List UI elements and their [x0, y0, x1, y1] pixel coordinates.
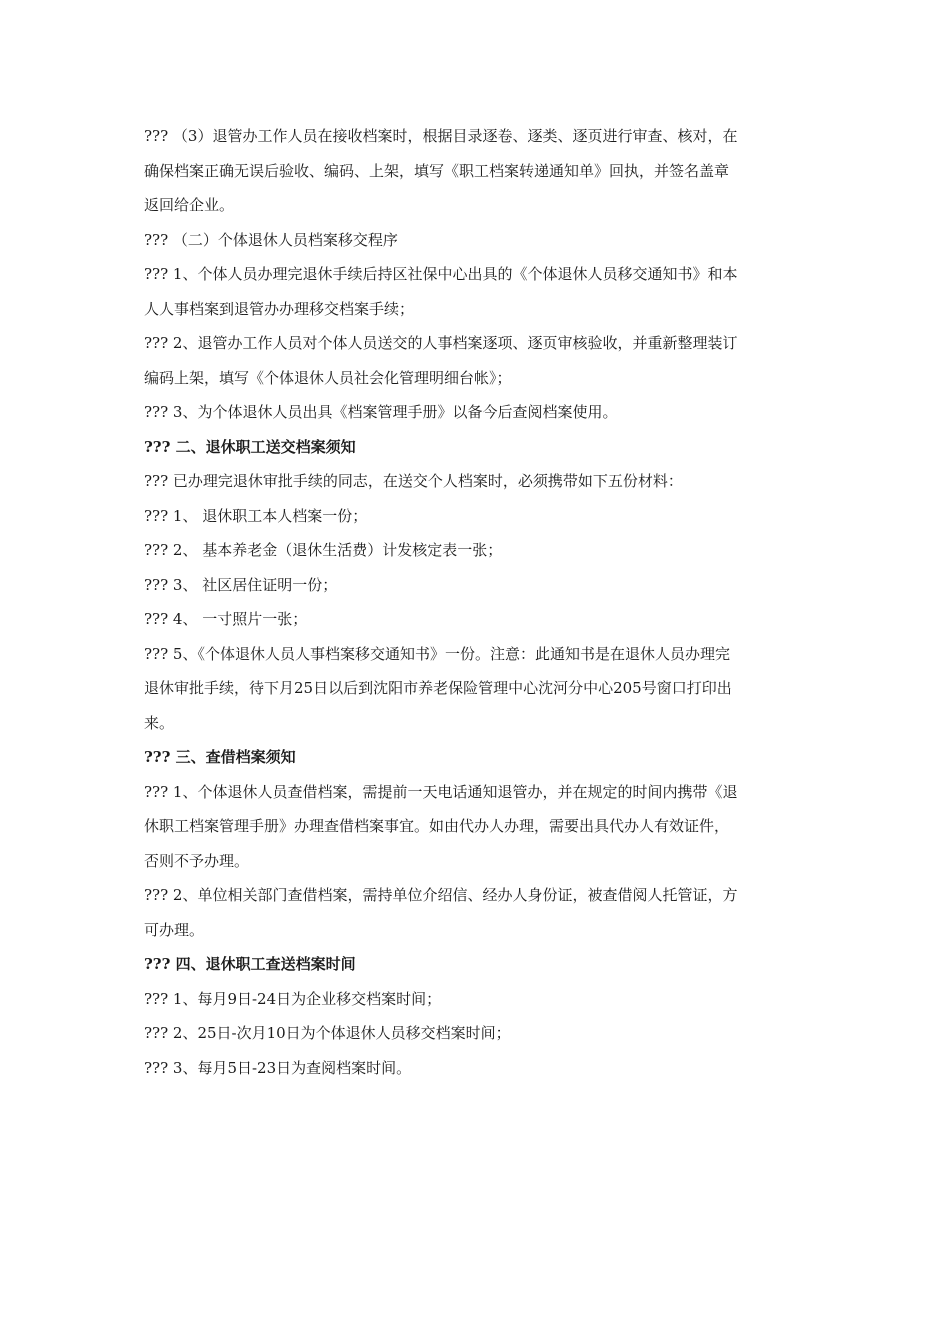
text-line: ??? 2、退管办工作人员对个体人员送交的人事档案逐项、逐页审核验收，并重新整理装订	[144, 334, 738, 352]
section-heading: ??? 二、退休职工送交档案须知	[144, 437, 356, 456]
text-line: ??? 1、每月9日-24日为企业移交档案时间；	[144, 989, 442, 1008]
text-line: 确保档案正确无误后验收、编码、上架，填写《职工档案转递通知单》回执，并签名盖章	[144, 161, 730, 180]
text-line: 来。	[144, 713, 175, 732]
text-line: ??? 已办理完退休审批手续的同志，在送交个人档案时，必须携带如下五份材料：	[144, 472, 683, 490]
text-line: 退休审批手续，待下月25日以后到沈阳市养老保险管理中心沈河分中心205号窗口打印出	[144, 679, 732, 697]
text-line: 人人事档案到退管办办理移交档案手续；	[144, 299, 415, 318]
text-line: 编码上架，填写《个体退休人员社会化管理明细台帐》；	[144, 368, 512, 387]
text-line: ??? （3）退管办工作人员在接收档案时，根据目录逐卷、逐类、逐页进行审查、核对，在	[144, 127, 738, 145]
text-line: ??? 5、《个体退休人员人事档案移交通知书》一份。注意：此通知书是在退休人员办理完	[144, 644, 730, 663]
text-line: ??? 3、为个体退休人员出具《档案管理手册》以备今后查阅档案使用。	[144, 403, 618, 421]
text-line: ??? 3、每月5日-23日为查阅档案时间。	[144, 1058, 412, 1077]
text-line: ??? 1、个体人员办理完退休手续后持区社保中心出具的《个体退休人员移交通知书》和本	[144, 265, 738, 283]
text-line: ??? 1、 退休职工本人档案一份；	[144, 506, 368, 525]
section-heading: ??? 四、退休职工查送档案时间	[144, 955, 356, 973]
section-heading: ??? 三、查借档案须知	[144, 748, 296, 766]
text-line: ??? 2、25日-次月10日为个体退休人员移交档案时间；	[144, 1024, 511, 1042]
text-line: ??? 1、个体退休人员查借档案，需提前一天电话通知退管办，并在规定的时间内携带《退	[144, 782, 738, 801]
text-line: ??? （二）个体退休人员档案移交程序	[144, 230, 398, 249]
text-line: ??? 4、 一寸照片一张；	[144, 610, 308, 628]
text-line: ??? 2、单位相关部门查借档案，需持单位介绍信、经办人身份证，被查借阅人托管证，方	[144, 886, 738, 904]
text-line: 返回给企业。	[144, 196, 235, 214]
text-line: 否则不予办理。	[144, 851, 250, 870]
text-line: ??? 3、 社区居住证明一份；	[144, 575, 338, 594]
text-line: 休职工档案管理手册》办理查借档案事宜。如由代办人办理，需要出具代办人有效证件，	[144, 817, 730, 835]
text-line: 可办理。	[144, 920, 205, 939]
text-line: ??? 2、 基本养老金（退休生活费）计发核定表一张；	[144, 541, 503, 559]
